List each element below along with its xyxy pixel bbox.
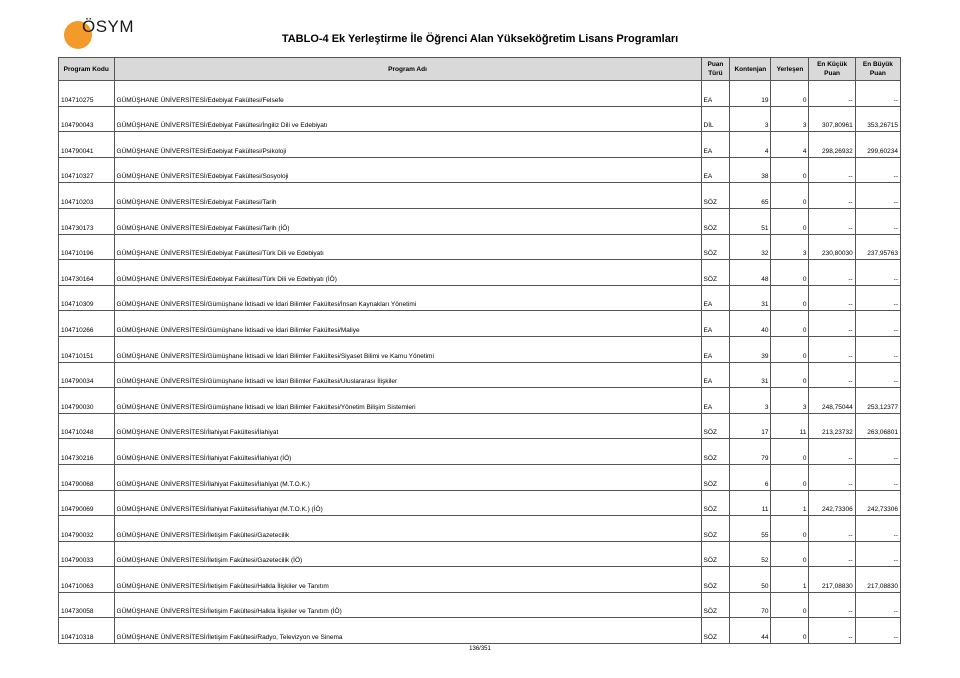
cell-program-name: GÜMÜŞHANE ÜNİVERSİTESİ/İletişim Fakültesi/Gazetecilik (İÖ) [114,541,701,567]
cell-program-name: GÜMÜŞHANE ÜNİVERSİTESİ/İlahiyat Fakültesi/İlahiyat [114,413,701,439]
cell-placed: 3 [771,234,809,260]
cell-program-name: GÜMÜŞHANE ÜNİVERSİTESİ/Edebiyat Fakültesi/Tarih (İÖ) [114,208,701,234]
cell-score-type: EA [701,336,730,362]
table-row [59,362,901,388]
cell-placed: 0 [771,285,809,311]
cell-quota: 48 [730,260,771,286]
cell-min-score: -- [809,81,855,107]
cell-score-type: EA [701,388,730,414]
cell-quota: 31 [730,362,771,388]
header-placed: Yerleşen [771,58,809,81]
cell-min-score: -- [809,516,855,542]
cell-program-name: GÜMÜŞHANE ÜNİVERSİTESİ/Edebiyat Fakültesi/İngiliz Dili ve Edebiyatı [114,106,701,132]
cell-program-name: GÜMÜŞHANE ÜNİVERSİTESİ/İletişim Fakültesi/Gazetecilik [114,516,701,542]
cell-program-name: GÜMÜŞHANE ÜNİVERSİTESİ/İlahiyat Fakültesi/İlahiyat (M.T.O.K.) [114,464,701,490]
cell-max-score: -- [855,81,900,107]
cell-placed: 1 [771,490,809,516]
cell-placed: 0 [771,208,809,234]
cell-program-code: 104730173 [59,208,115,234]
table-row [59,311,901,337]
cell-min-score: -- [809,311,855,337]
cell-program-code: 104730058 [59,592,115,618]
cell-placed: 0 [771,464,809,490]
cell-max-score: 353,26715 [855,106,900,132]
cell-program-name: GÜMÜŞHANE ÜNİVERSİTESİ/İlahiyat Fakültesi/İlahiyat (M.T.O.K.) (İÖ) [114,490,701,516]
cell-min-score: -- [809,362,855,388]
cell-max-score: -- [855,208,900,234]
cell-program-code: 104710275 [59,81,115,107]
cell-min-score: 242,73306 [809,490,855,516]
cell-program-code: 104710318 [59,618,115,644]
cell-placed: 0 [771,311,809,337]
table-row [59,132,901,158]
cell-placed: 0 [771,183,809,209]
cell-program-name: GÜMÜŞHANE ÜNİVERSİTESİ/Edebiyat Fakültesi/Sosyoloji [114,157,701,183]
cell-program-name: GÜMÜŞHANE ÜNİVERSİTESİ/Gümüşhane İktisadi ve İdari Bilimler Fakültesi/Siyaset Bilimi ve Kamu Yönetimi [114,336,701,362]
cell-program-code: 104790030 [59,388,115,414]
cell-quota: 65 [730,183,771,209]
cell-score-type: SÖZ [701,260,730,286]
cell-placed: 0 [771,336,809,362]
cell-min-score: -- [809,285,855,311]
table-row [59,413,901,439]
cell-max-score: -- [855,260,900,286]
cell-score-type: EA [701,311,730,337]
cell-placed: 0 [771,81,809,107]
page-number: 136/351 [469,646,491,652]
cell-score-type: EA [701,362,730,388]
cell-max-score: -- [855,336,900,362]
cell-min-score: -- [809,618,855,644]
cell-placed: 1 [771,567,809,593]
cell-placed: 0 [771,592,809,618]
cell-quota: 6 [730,464,771,490]
cell-quota: 19 [730,81,771,107]
cell-score-type: EA [701,157,730,183]
cell-max-score: -- [855,516,900,542]
table-row [59,157,901,183]
cell-max-score: 237,95763 [855,234,900,260]
table-row [59,106,901,132]
cell-min-score: -- [809,541,855,567]
cell-placed: 3 [771,388,809,414]
cell-min-score: 230,80030 [809,234,855,260]
cell-program-code: 104710327 [59,157,115,183]
cell-min-score: -- [809,260,855,286]
cell-quota: 52 [730,541,771,567]
table-row [59,439,901,465]
cell-max-score: -- [855,311,900,337]
cell-quota: 3 [730,106,771,132]
cell-program-name: GÜMÜŞHANE ÜNİVERSİTESİ/Gümüşhane İktisadi ve İdari Bilimler Fakültesi/Yönetim Bilişim Sistemleri [114,388,701,414]
table-row [59,183,901,209]
cell-min-score: -- [809,464,855,490]
cell-max-score: 242,73306 [855,490,900,516]
cell-placed: 0 [771,618,809,644]
cell-placed: 0 [771,157,809,183]
cell-quota: 44 [730,618,771,644]
cell-placed: 0 [771,260,809,286]
table-row [59,592,901,618]
page-title: TABLO-4 Ek Yerleştirme İle Öğrenci Alan Yükseköğretim Lisans Programları [281,33,679,45]
table-row [59,567,901,593]
cell-max-score: -- [855,183,900,209]
cell-score-type: DİL [701,106,730,132]
cell-program-name: GÜMÜŞHANE ÜNİVERSİTESİ/İletişim Fakültesi/Radyo, Televizyon ve Sinema [114,618,701,644]
cell-max-score: -- [855,618,900,644]
cell-max-score: -- [855,592,900,618]
cell-program-code: 104790034 [59,362,115,388]
table-row [59,490,901,516]
cell-score-type: SÖZ [701,490,730,516]
cell-quota: 70 [730,592,771,618]
cell-quota: 11 [730,490,771,516]
table-row [59,285,901,311]
table-row [59,541,901,567]
cell-placed: 11 [771,413,809,439]
cell-score-type: SÖZ [701,413,730,439]
header-program-code: Program Kodu [59,58,115,81]
cell-program-name: GÜMÜŞHANE ÜNİVERSİTESİ/Gümüşhane İktisadi ve İdari Bilimler Fakültesi/Uluslararası İlişkiler [114,362,701,388]
cell-quota: 32 [730,234,771,260]
cell-max-score: -- [855,362,900,388]
cell-program-code: 104730164 [59,260,115,286]
cell-placed: 0 [771,439,809,465]
programs-table [58,57,901,644]
cell-score-type: SÖZ [701,464,730,490]
cell-program-code: 104710151 [59,336,115,362]
cell-program-code: 104710248 [59,413,115,439]
cell-program-code: 104710266 [59,311,115,337]
cell-score-type: SÖZ [701,592,730,618]
header-score-type: Puan Türü [701,58,730,81]
cell-program-name: GÜMÜŞHANE ÜNİVERSİTESİ/İlahiyat Fakültesi/İlahiyat (İÖ) [114,439,701,465]
table-row [59,260,901,286]
cell-max-score: -- [855,464,900,490]
cell-program-name: GÜMÜŞHANE ÜNİVERSİTESİ/Edebiyat Fakültesi/Türk Dili ve Edebiyatı (İÖ) [114,260,701,286]
cell-max-score: -- [855,439,900,465]
cell-quota: 51 [730,208,771,234]
cell-quota: 50 [730,567,771,593]
cell-score-type: SÖZ [701,567,730,593]
cell-program-code: 104790033 [59,541,115,567]
cell-placed: 4 [771,132,809,158]
cell-program-name: GÜMÜŞHANE ÜNİVERSİTESİ/Edebiyat Fakültesi/Tarih [114,183,701,209]
cell-quota: 31 [730,285,771,311]
cell-score-type: SÖZ [701,618,730,644]
cell-program-code: 104710309 [59,285,115,311]
table-row [59,208,901,234]
header-quota: Kontenjan [730,58,771,81]
cell-quota: 79 [730,439,771,465]
cell-placed: 0 [771,541,809,567]
cell-score-type: SÖZ [701,516,730,542]
cell-program-code: 104790041 [59,132,115,158]
table-header-row [59,58,901,81]
cell-min-score: 307,80961 [809,106,855,132]
cell-min-score: 248,75044 [809,388,855,414]
cell-program-code: 104710203 [59,183,115,209]
cell-max-score: -- [855,157,900,183]
cell-score-type: EA [701,132,730,158]
cell-min-score: -- [809,439,855,465]
table-row [59,234,901,260]
cell-program-code: 104710196 [59,234,115,260]
cell-quota: 4 [730,132,771,158]
cell-program-code: 104710063 [59,567,115,593]
cell-score-type: SÖZ [701,439,730,465]
cell-score-type: EA [701,81,730,107]
cell-min-score: 217,08830 [809,567,855,593]
cell-max-score: -- [855,541,900,567]
cell-max-score: 253,12377 [855,388,900,414]
logo-text: ÖSYM [82,17,135,36]
cell-score-type: SÖZ [701,183,730,209]
cell-quota: 3 [730,388,771,414]
cell-max-score: 299,60234 [855,132,900,158]
cell-min-score: 213,23732 [809,413,855,439]
table-row [59,516,901,542]
cell-min-score: -- [809,336,855,362]
cell-program-code: 104790069 [59,490,115,516]
table-row [59,336,901,362]
cell-min-score: -- [809,208,855,234]
cell-placed: 3 [771,106,809,132]
table-row [59,388,901,414]
header-program-name: Program Adı [114,58,701,81]
table-row [59,618,901,644]
cell-program-name: GÜMÜŞHANE ÜNİVERSİTESİ/Edebiyat Fakültesi/Felsefe [114,81,701,107]
cell-program-name: GÜMÜŞHANE ÜNİVERSİTESİ/İletişim Fakültesi/Halkla İlişkiler ve Tanıtım [114,567,701,593]
cell-quota: 40 [730,311,771,337]
cell-placed: 0 [771,362,809,388]
cell-min-score: -- [809,183,855,209]
cell-program-name: GÜMÜŞHANE ÜNİVERSİTESİ/İletişim Fakültesi/Halkla İlişkiler ve Tanıtım (İÖ) [114,592,701,618]
table-row [59,81,901,107]
cell-quota: 38 [730,157,771,183]
cell-program-code: 104790068 [59,464,115,490]
cell-program-name: GÜMÜŞHANE ÜNİVERSİTESİ/Gümüşhane İktisadi ve İdari Bilimler Fakültesi/Maliye [114,311,701,337]
cell-max-score: -- [855,285,900,311]
cell-score-type: SÖZ [701,234,730,260]
cell-program-name: GÜMÜŞHANE ÜNİVERSİTESİ/Gümüşhane İktisadi ve İdari Bilimler Fakültesi/İnsan Kaynakları Yönetimi [114,285,701,311]
cell-program-code: 104790032 [59,516,115,542]
cell-score-type: SÖZ [701,541,730,567]
cell-score-type: EA [701,285,730,311]
header-min-score: En Küçük Puan [809,58,855,81]
cell-program-name: GÜMÜŞHANE ÜNİVERSİTESİ/Edebiyat Fakültesi/Psikoloji [114,132,701,158]
cell-program-code: 104790043 [59,106,115,132]
cell-quota: 55 [730,516,771,542]
cell-quota: 39 [730,336,771,362]
cell-max-score: 263,06801 [855,413,900,439]
cell-score-type: SÖZ [701,208,730,234]
cell-min-score: -- [809,592,855,618]
cell-placed: 0 [771,516,809,542]
table-row [59,464,901,490]
cell-min-score: 298,26932 [809,132,855,158]
cell-program-name: GÜMÜŞHANE ÜNİVERSİTESİ/Edebiyat Fakültesi/Türk Dili ve Edebiyatı [114,234,701,260]
cell-min-score: -- [809,157,855,183]
header-max-score: En Büyük Puan [855,58,900,81]
cell-program-code: 104730216 [59,439,115,465]
cell-quota: 17 [730,413,771,439]
cell-max-score: 217,08830 [855,567,900,593]
